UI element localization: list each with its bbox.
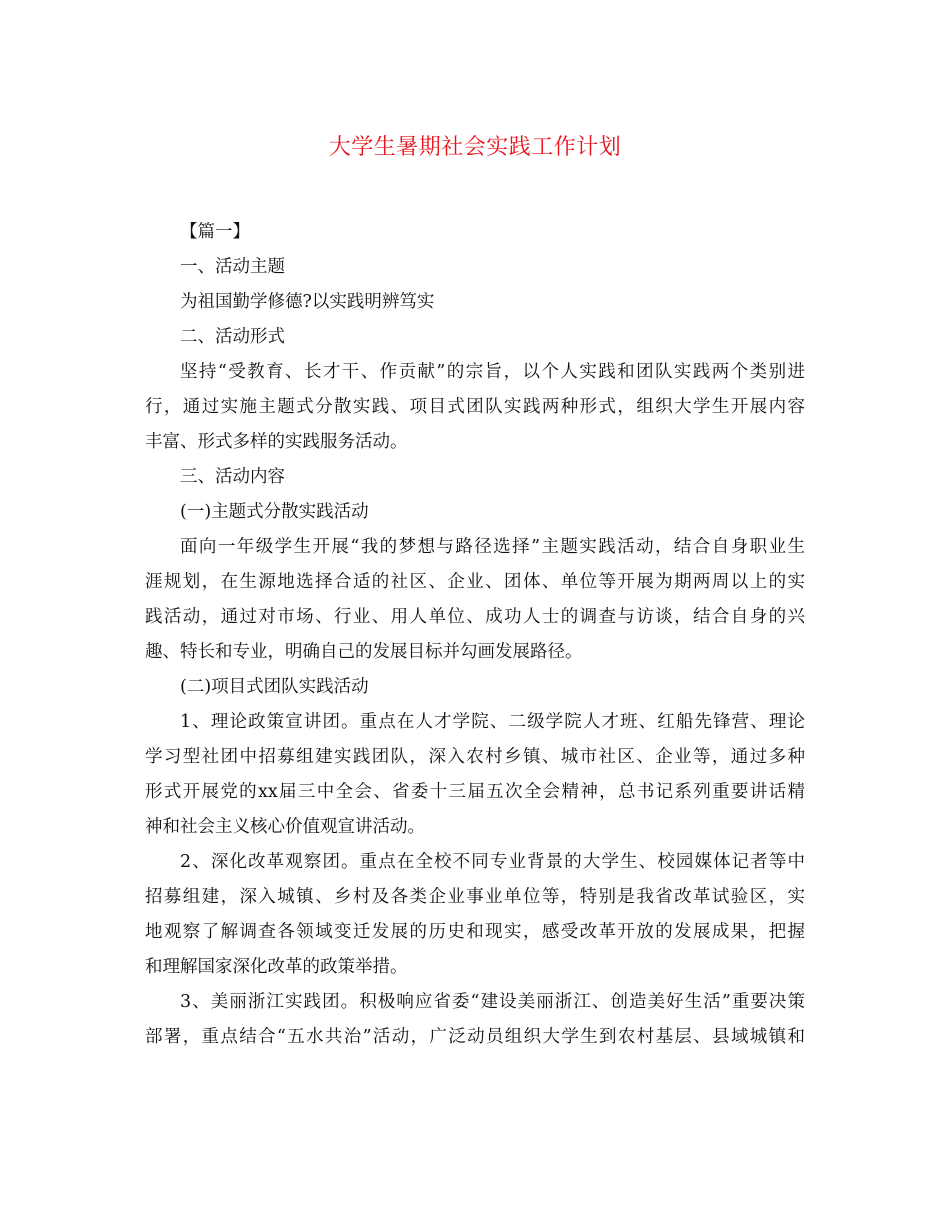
paragraph-line: 坚持“受教育、长才干、作贡献”的宗旨，以个人实践和团队实践两个类别进 bbox=[180, 362, 805, 382]
document-body bbox=[145, 215, 805, 1055]
paragraph-line: 行，通过实施主题式分散实践、项目式团队实践两种形式，组织大学生开展内容 bbox=[145, 397, 805, 417]
heading-activity-form: 二、活动形式 bbox=[180, 327, 285, 347]
paragraph-line: 2、深化改革观察团。重点在全校不同专业背景的大学生、校园媒体记者等中 bbox=[180, 852, 805, 872]
paragraph-line: 践活动，通过对市场、行业、用人单位、成功人士的调查与访谈，结合自身的兴 bbox=[145, 607, 805, 627]
heading-activity-theme: 一、活动主题 bbox=[180, 257, 285, 277]
paragraph-line: 招募组建，深入城镇、乡村及各类企业事业单位等，特别是我省改革试验区，实 bbox=[145, 887, 805, 907]
paragraph-line: 1、理论政策宣讲团。重点在人才学院、二级学院人才班、红船先锋营、理论 bbox=[180, 712, 805, 732]
paragraph-line: 部署，重点结合“五水共治”活动，广泛动员组织大学生到农村基层、县域城镇和 bbox=[145, 1027, 805, 1047]
paragraph-line: 地观察了解调查各领域变迁发展的历史和现实，感受改革开放的发展成果，把握 bbox=[145, 922, 805, 942]
subheading-thematic-practice: (一)主题式分散实践活动 bbox=[180, 502, 369, 522]
theme-text: 为祖国勤学修德?以实践明辨笃实 bbox=[180, 292, 435, 312]
paragraph-line: 学习型社团中招募组建实践团队，深入农村乡镇、城市社区、企业等，通过多种 bbox=[145, 747, 805, 767]
paragraph-line: 和理解国家深化改革的政策举措。 bbox=[145, 957, 408, 977]
heading-activity-content: 三、活动内容 bbox=[180, 467, 285, 487]
paragraph-line: 趣、特长和专业，明确自己的发展目标并勾画发展路径。 bbox=[145, 642, 583, 662]
paragraph-line: 涯规划，在生源地选择合适的社区、企业、团体、单位等开展为期两周以上的实 bbox=[145, 572, 805, 592]
subheading-team-practice: (二)项目式团队实践活动 bbox=[180, 677, 369, 697]
document-title: 大学生暑期社会实践工作计划 bbox=[328, 135, 622, 160]
paragraph-line: 面向一年级学生开展“我的梦想与路径选择”主题实践活动，结合自身职业生 bbox=[180, 537, 805, 557]
paragraph-line: 神和社会主义核心价值观宣讲活动。 bbox=[145, 817, 425, 837]
section-label: 【篇一】 bbox=[180, 222, 250, 242]
paragraph-line: 3、美丽浙江实践团。积极响应省委“建设美丽浙江、创造美好生活”重要决策 bbox=[180, 992, 805, 1012]
paragraph-line: 丰富、形式多样的实践服务活动。 bbox=[145, 432, 408, 452]
paragraph-line: 形式开展党的xx届三中全会、省委十三届五次全会精神，总书记系列重要讲话精 bbox=[145, 782, 805, 802]
